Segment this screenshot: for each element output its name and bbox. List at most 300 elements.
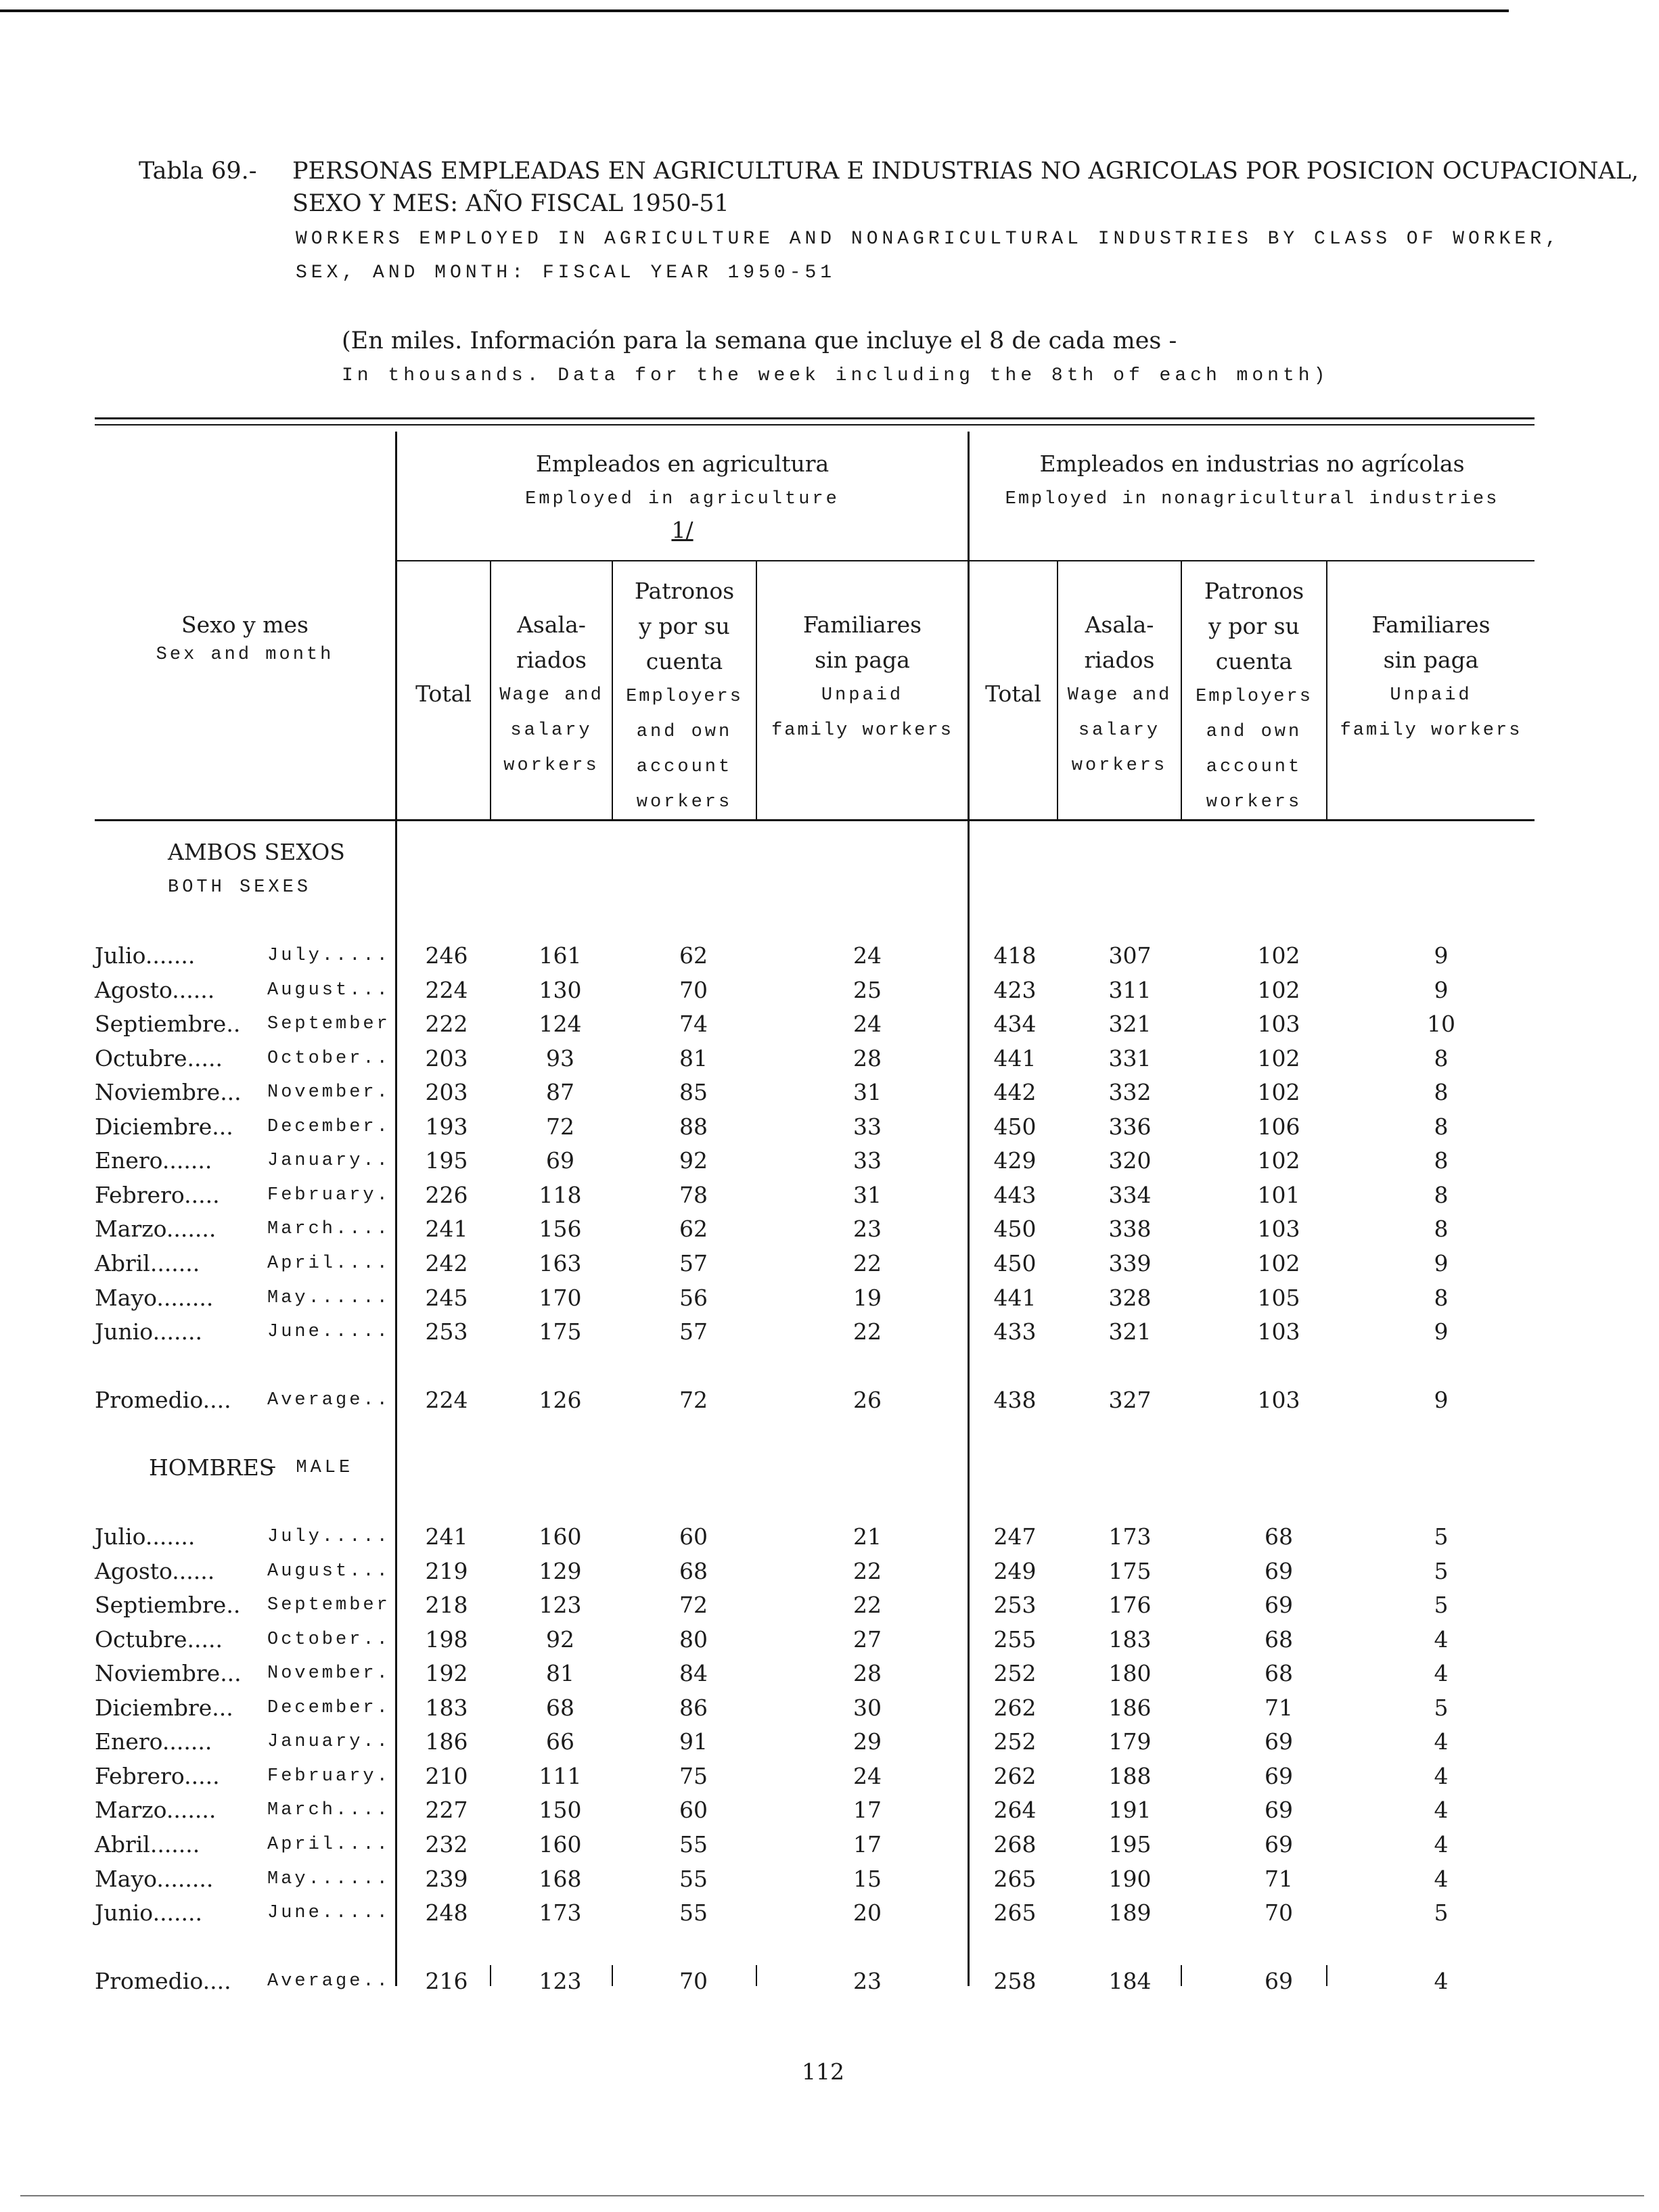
table-row: [0, 1793, 1659, 1827]
cell-value: 15: [853, 1866, 882, 1892]
section-both-label-en: BOTH SEXES: [168, 877, 312, 898]
cell-value: 224: [425, 1387, 468, 1413]
cell-value: 55: [679, 1866, 708, 1892]
cell-value: 179: [1108, 1728, 1152, 1755]
cell-value: 8: [1434, 1113, 1449, 1140]
cell-value: 433: [993, 1318, 1037, 1345]
cell-value: 5: [1434, 1899, 1449, 1926]
cell-value: 262: [993, 1695, 1037, 1721]
row-label-en: March....: [267, 1800, 390, 1820]
row-label-es: Febrero.....: [95, 1182, 220, 1208]
table-row: [0, 1657, 1659, 1690]
cell-value: 183: [1108, 1626, 1152, 1653]
table-row: [0, 939, 1659, 973]
cell-value: 268: [993, 1831, 1037, 1858]
nonagri-wage-en-2: salary: [1078, 720, 1161, 741]
cell-value: 9: [1434, 977, 1449, 1003]
cell-value: 25: [853, 977, 882, 1003]
table-row: [0, 1896, 1659, 1930]
cell-value: 216: [425, 1968, 468, 1994]
cell-value: 321: [1108, 1318, 1152, 1345]
cell-value: 123: [539, 1968, 582, 1994]
cell-value: 195: [425, 1147, 468, 1174]
table-row: [0, 1554, 1659, 1588]
cell-value: 264: [993, 1797, 1037, 1823]
cell-value: 72: [679, 1592, 708, 1618]
cell-value: 252: [993, 1660, 1037, 1686]
row-label-es: Julio.......: [95, 1523, 196, 1550]
cell-value: 22: [853, 1250, 882, 1276]
cell-value: 68: [1265, 1523, 1293, 1550]
cell-value: 249: [993, 1558, 1037, 1584]
cell-value: 4: [1434, 1660, 1449, 1686]
nonagri-fam-en-2: family workers: [1340, 720, 1522, 741]
row-label-es: Octubre.....: [95, 1045, 223, 1072]
cell-value: 69: [1265, 1763, 1293, 1789]
row-label-es: Junio.......: [95, 1899, 203, 1926]
agri-wage-es-2: riados: [516, 647, 587, 673]
table-row: [0, 1828, 1659, 1862]
cell-value: 92: [679, 1147, 708, 1174]
cell-value: 321: [1108, 1011, 1152, 1037]
nonagri-emp-en-1: Employers: [1196, 687, 1313, 707]
cell-value: 156: [539, 1216, 582, 1242]
cell-value: 72: [679, 1387, 708, 1413]
cell-value: 226: [425, 1182, 468, 1208]
cell-value: 31: [853, 1182, 882, 1208]
cell-value: 24: [853, 942, 882, 969]
cell-value: 203: [425, 1079, 468, 1105]
cell-value: 8: [1434, 1079, 1449, 1105]
cell-value: 62: [679, 1216, 708, 1242]
agri-wage-en-1: Wage and: [499, 685, 604, 706]
cell-value: 450: [993, 1250, 1037, 1276]
agri-total-label: Total: [415, 681, 472, 707]
cell-value: 33: [853, 1147, 882, 1174]
cell-value: 62: [679, 942, 708, 969]
cell-value: 191: [1108, 1797, 1152, 1823]
cell-value: 69: [1265, 1831, 1293, 1858]
section-male-label-en: - MALE: [267, 1458, 354, 1478]
page-bottom-rule: [20, 2195, 1644, 2196]
table-number: Tabla 69.-: [139, 158, 257, 185]
cell-value: 85: [679, 1079, 708, 1105]
agri-family-header: [757, 607, 968, 748]
cell-value: 8: [1434, 1147, 1449, 1174]
cell-value: 4: [1434, 1831, 1449, 1858]
agri-group-header: [397, 446, 968, 548]
row-label-en: September: [267, 1595, 390, 1615]
table-top-rule-2: [95, 424, 1535, 425]
cell-value: 4: [1434, 1763, 1449, 1789]
cell-value: 103: [1257, 1011, 1300, 1037]
cell-value: 28: [853, 1045, 882, 1072]
cell-value: 265: [993, 1866, 1037, 1892]
row-label-en: April....: [267, 1253, 390, 1274]
cell-value: 8: [1434, 1285, 1449, 1311]
agri-employers-header: [613, 574, 756, 820]
cell-value: 33: [853, 1113, 882, 1140]
nonagri-total-header: [970, 676, 1057, 712]
table-row: [0, 1691, 1659, 1725]
table-row: [0, 1144, 1659, 1178]
nonagri-wage-es-1: Asala-: [1085, 612, 1154, 638]
cell-value: 86: [679, 1695, 708, 1721]
cell-value: 252: [993, 1728, 1037, 1755]
cell-value: 161: [539, 942, 582, 969]
cell-value: 10: [1427, 1011, 1455, 1037]
cell-value: 78: [679, 1182, 708, 1208]
cell-value: 106: [1257, 1113, 1300, 1140]
cell-value: 434: [993, 1011, 1037, 1037]
nonagri-total-label: Total: [985, 681, 1041, 707]
cell-value: 105: [1257, 1285, 1300, 1311]
cell-value: 9: [1434, 942, 1449, 969]
row-label-es: Enero.......: [95, 1728, 212, 1755]
cell-value: 103: [1257, 1318, 1300, 1345]
row-label-es: Marzo.......: [95, 1797, 217, 1823]
cell-value: 443: [993, 1182, 1037, 1208]
cell-value: 102: [1257, 977, 1300, 1003]
cell-value: 253: [425, 1318, 468, 1345]
table-row: [0, 1623, 1659, 1657]
cell-value: 27: [853, 1626, 882, 1653]
note-en: In thousands. Data for the week including the 8th of each month): [342, 365, 1330, 386]
row-label-es: Junio.......: [95, 1318, 203, 1345]
agri-group-es: Empleados en agricultura: [535, 451, 830, 477]
cell-value: 102: [1257, 942, 1300, 969]
agri-fam-es-2: sin paga: [815, 647, 910, 673]
title-es-line1: PERSONAS EMPLEADAS EN AGRICULTURA E INDUSTRIAS NO AGRICOLAS POR POSICION OCUPACIONAL,: [292, 158, 1639, 185]
section-male-label-es: HOMBRES: [149, 1454, 275, 1481]
row-label-es: Mayo........: [95, 1866, 214, 1892]
cell-value: 4: [1434, 1728, 1449, 1755]
average-row: [0, 1964, 1659, 1998]
cell-value: 176: [1108, 1592, 1152, 1618]
cell-value: 55: [679, 1831, 708, 1858]
page-number: 112: [802, 2058, 844, 2085]
cell-value: 338: [1108, 1216, 1152, 1242]
cell-value: 4: [1434, 1866, 1449, 1892]
nonagri-emp-es-3: cuenta: [1215, 648, 1293, 674]
cell-value: 69: [546, 1147, 574, 1174]
cell-value: 19: [853, 1285, 882, 1311]
cell-value: 68: [1265, 1626, 1293, 1653]
cell-value: 130: [539, 977, 582, 1003]
table-row: [0, 1178, 1659, 1212]
cell-value: 450: [993, 1216, 1037, 1242]
row-label-en: September: [267, 1014, 390, 1034]
agri-emp-en-4: workers: [636, 792, 733, 812]
cell-value: 23: [853, 1216, 882, 1242]
cell-value: 103: [1257, 1216, 1300, 1242]
cell-value: 189: [1108, 1899, 1152, 1926]
cell-value: 190: [1108, 1866, 1152, 1892]
row-label-en: December.: [267, 1698, 390, 1718]
agri-wage-en-2: salary: [510, 720, 593, 741]
cell-value: 198: [425, 1626, 468, 1653]
agri-emp-es-3: cuenta: [645, 648, 723, 674]
cell-value: 88: [679, 1113, 708, 1140]
title-es-line2: SEXO Y MES: AÑO FISCAL 1950-51: [292, 190, 729, 217]
cell-value: 193: [425, 1113, 468, 1140]
cell-value: 173: [1108, 1523, 1152, 1550]
table-row: [0, 1588, 1659, 1622]
row-label-en: December.: [267, 1117, 390, 1137]
cell-value: 219: [425, 1558, 468, 1584]
nonagri-emp-es-1: Patronos: [1204, 578, 1304, 604]
agri-footnote: 1/: [671, 517, 694, 543]
row-label-en: June.....: [267, 1903, 390, 1923]
row-label-es: Diciembre...: [95, 1695, 233, 1721]
cell-value: 258: [993, 1968, 1037, 1994]
cell-value: 102: [1257, 1147, 1300, 1174]
cell-value: 170: [539, 1285, 582, 1311]
cell-value: 69: [1265, 1558, 1293, 1584]
cell-value: 102: [1257, 1250, 1300, 1276]
cell-value: 81: [546, 1660, 574, 1686]
cell-value: 320: [1108, 1147, 1152, 1174]
note-es: (En miles. Información para la semana que incluye el 8 de cada mes -: [342, 327, 1177, 354]
cell-value: 26: [853, 1387, 882, 1413]
nonagri-wage-header: [1058, 607, 1181, 783]
agri-wage-header: [491, 607, 612, 783]
row-label-es: Febrero.....: [95, 1763, 220, 1789]
row-label-en: July.....: [267, 946, 390, 966]
nonagri-wage-en-3: workers: [1071, 756, 1168, 776]
row-label-es: Promedio....: [95, 1968, 231, 1994]
nonagri-employers-header: [1182, 574, 1326, 820]
cell-value: 55: [679, 1899, 708, 1926]
row-label-en: October..: [267, 1630, 390, 1650]
cell-value: 56: [679, 1285, 708, 1311]
cell-value: 22: [853, 1558, 882, 1584]
cell-value: 248: [425, 1899, 468, 1926]
cell-value: 9: [1434, 1318, 1449, 1345]
cell-value: 21: [853, 1523, 882, 1550]
table-row: [0, 1076, 1659, 1109]
agri-wage-es-1: Asala-: [517, 612, 586, 638]
cell-value: 222: [425, 1011, 468, 1037]
table-top-rule-1: [95, 417, 1535, 419]
cell-value: 184: [1108, 1968, 1152, 1994]
cell-value: 17: [853, 1831, 882, 1858]
cell-value: 84: [679, 1660, 708, 1686]
cell-value: 242: [425, 1250, 468, 1276]
row-label-es: Septiembre..: [95, 1011, 241, 1037]
cell-value: 57: [679, 1250, 708, 1276]
cell-value: 24: [853, 1763, 882, 1789]
cell-value: 262: [993, 1763, 1037, 1789]
cell-value: 69: [1265, 1797, 1293, 1823]
nonagri-emp-en-2: and own: [1206, 722, 1302, 742]
row-label-es: Enero.......: [95, 1147, 212, 1174]
nonagri-wage-en-1: Wage and: [1067, 685, 1172, 706]
cell-value: 163: [539, 1250, 582, 1276]
cell-value: 5: [1434, 1523, 1449, 1550]
row-label-en: March....: [267, 1219, 390, 1239]
row-label-en: February.: [267, 1766, 390, 1787]
agri-emp-en-1: Employers: [626, 687, 743, 707]
cell-value: 160: [539, 1831, 582, 1858]
row-label-es: Promedio....: [95, 1387, 231, 1413]
cell-value: 68: [546, 1695, 574, 1721]
cell-value: 339: [1108, 1250, 1152, 1276]
cell-value: 218: [425, 1592, 468, 1618]
agri-fam-en-1: Unpaid: [821, 685, 904, 706]
nonagri-emp-en-3: account: [1206, 757, 1302, 777]
cell-value: 69: [1265, 1592, 1293, 1618]
cell-value: 168: [539, 1866, 582, 1892]
cell-value: 5: [1434, 1695, 1449, 1721]
table-row: [0, 1862, 1659, 1896]
table-row: [0, 1315, 1659, 1349]
cell-value: 111: [539, 1763, 582, 1789]
nonagri-fam-es-2: sin paga: [1383, 647, 1479, 673]
table-row: [0, 1042, 1659, 1076]
cell-value: 22: [853, 1318, 882, 1345]
row-label-en: November.: [267, 1082, 390, 1103]
cell-value: 69: [1265, 1968, 1293, 1994]
cell-value: 173: [539, 1899, 582, 1926]
cell-value: 30: [853, 1695, 882, 1721]
cell-value: 265: [993, 1899, 1037, 1926]
row-label-es: Octubre.....: [95, 1626, 223, 1653]
cell-value: 175: [539, 1318, 582, 1345]
cell-value: 123: [539, 1592, 582, 1618]
agri-total-header: [397, 676, 490, 712]
cell-value: 232: [425, 1831, 468, 1858]
table-row: [0, 1281, 1659, 1315]
nonagri-emp-es-2: y por su: [1208, 613, 1300, 639]
cell-value: 17: [853, 1797, 882, 1823]
cell-value: 245: [425, 1285, 468, 1311]
nonagri-family-header: [1327, 607, 1535, 748]
cell-value: 441: [993, 1045, 1037, 1072]
agri-emp-es-2: y por su: [639, 613, 730, 639]
cell-value: 91: [679, 1728, 708, 1755]
cell-value: 4: [1434, 1626, 1449, 1653]
cell-value: 450: [993, 1113, 1037, 1140]
cell-value: 9: [1434, 1387, 1449, 1413]
table-row: [0, 1759, 1659, 1793]
table-row: [0, 1520, 1659, 1554]
cell-value: 5: [1434, 1592, 1449, 1618]
row-label-es: Noviembre...: [95, 1660, 242, 1686]
title-en-line1: WORKERS EMPLOYED IN AGRICULTURE AND NONAGRICULTURAL INDUSTRIES BY CLASS OF WORKER,: [296, 229, 1561, 250]
stub-header: [95, 607, 395, 672]
agri-fam-en-2: family workers: [771, 720, 953, 741]
cell-value: 247: [993, 1523, 1037, 1550]
agri-emp-es-1: Patronos: [634, 578, 735, 604]
cell-value: 22: [853, 1592, 882, 1618]
cell-value: 442: [993, 1079, 1037, 1105]
table-row: [0, 973, 1659, 1007]
row-label-es: Agosto......: [95, 1558, 215, 1584]
cell-value: 331: [1108, 1045, 1152, 1072]
cell-value: 60: [679, 1523, 708, 1550]
agri-wage-en-3: workers: [503, 756, 599, 776]
row-label-en: January..: [267, 1732, 390, 1752]
stub-header-en: Sex and month: [156, 645, 334, 665]
cell-value: 80: [679, 1626, 708, 1653]
cell-value: 195: [1108, 1831, 1152, 1858]
cell-value: 311: [1108, 977, 1152, 1003]
cell-value: 93: [546, 1045, 574, 1072]
row-label-es: Abril.......: [95, 1250, 200, 1276]
cell-value: 429: [993, 1147, 1037, 1174]
cell-value: 102: [1257, 1079, 1300, 1105]
row-label-en: November.: [267, 1663, 390, 1684]
row-label-en: May......: [267, 1288, 390, 1308]
agri-emp-en-2: and own: [636, 722, 733, 742]
cell-value: 180: [1108, 1660, 1152, 1686]
row-label-en: January..: [267, 1151, 390, 1171]
cell-value: 60: [679, 1797, 708, 1823]
cell-value: 246: [425, 942, 468, 969]
cell-value: 334: [1108, 1182, 1152, 1208]
table-row: [0, 1247, 1659, 1281]
row-label-en: August...: [267, 980, 390, 1000]
cell-value: 101: [1257, 1182, 1300, 1208]
cell-value: 118: [539, 1182, 582, 1208]
cell-value: 203: [425, 1045, 468, 1072]
nonagri-group-es: Empleados en industrias no agrícolas: [1039, 451, 1465, 477]
cell-value: 124: [539, 1011, 582, 1037]
row-label-en: Average..: [267, 1971, 390, 1991]
table-row: [0, 1212, 1659, 1246]
header-group-rule: [396, 560, 1535, 561]
cell-value: 327: [1108, 1387, 1152, 1413]
cell-value: 29: [853, 1728, 882, 1755]
cell-value: 5: [1434, 1558, 1449, 1584]
cell-value: 241: [425, 1216, 468, 1242]
nonagri-fam-es-1: Familiares: [1371, 612, 1491, 638]
cell-value: 438: [993, 1387, 1037, 1413]
stub-header-es: Sexo y mes: [181, 612, 309, 638]
cell-value: 68: [1265, 1660, 1293, 1686]
cell-value: 183: [425, 1695, 468, 1721]
cell-value: 8: [1434, 1182, 1449, 1208]
cell-value: 188: [1108, 1763, 1152, 1789]
title-en-line2: SEX, AND MONTH: FISCAL YEAR 1950-51: [296, 262, 836, 283]
row-label-en: April....: [267, 1835, 390, 1855]
cell-value: 328: [1108, 1285, 1152, 1311]
cell-value: 103: [1257, 1387, 1300, 1413]
cell-value: 224: [425, 977, 468, 1003]
cell-value: 186: [425, 1728, 468, 1755]
row-label-en: Average..: [267, 1390, 390, 1410]
cell-value: 150: [539, 1797, 582, 1823]
cell-value: 66: [546, 1728, 574, 1755]
cell-value: 71: [1265, 1866, 1293, 1892]
cell-value: 70: [679, 977, 708, 1003]
nonagri-fam-en-1: Unpaid: [1390, 685, 1472, 706]
cell-value: 71: [1265, 1695, 1293, 1721]
cell-value: 81: [679, 1045, 708, 1072]
cell-value: 69: [1265, 1728, 1293, 1755]
table-row: [0, 1007, 1659, 1041]
nonagri-group-en: Employed in nonagricultural industries: [1005, 489, 1499, 509]
row-label-en: June.....: [267, 1322, 390, 1342]
cell-value: 20: [853, 1899, 882, 1926]
cell-value: 210: [425, 1763, 468, 1789]
cell-value: 75: [679, 1763, 708, 1789]
row-label-es: Mayo........: [95, 1285, 214, 1311]
agri-group-en: Employed in agriculture: [525, 489, 840, 509]
row-label-en: October..: [267, 1049, 390, 1069]
cell-value: 87: [546, 1079, 574, 1105]
